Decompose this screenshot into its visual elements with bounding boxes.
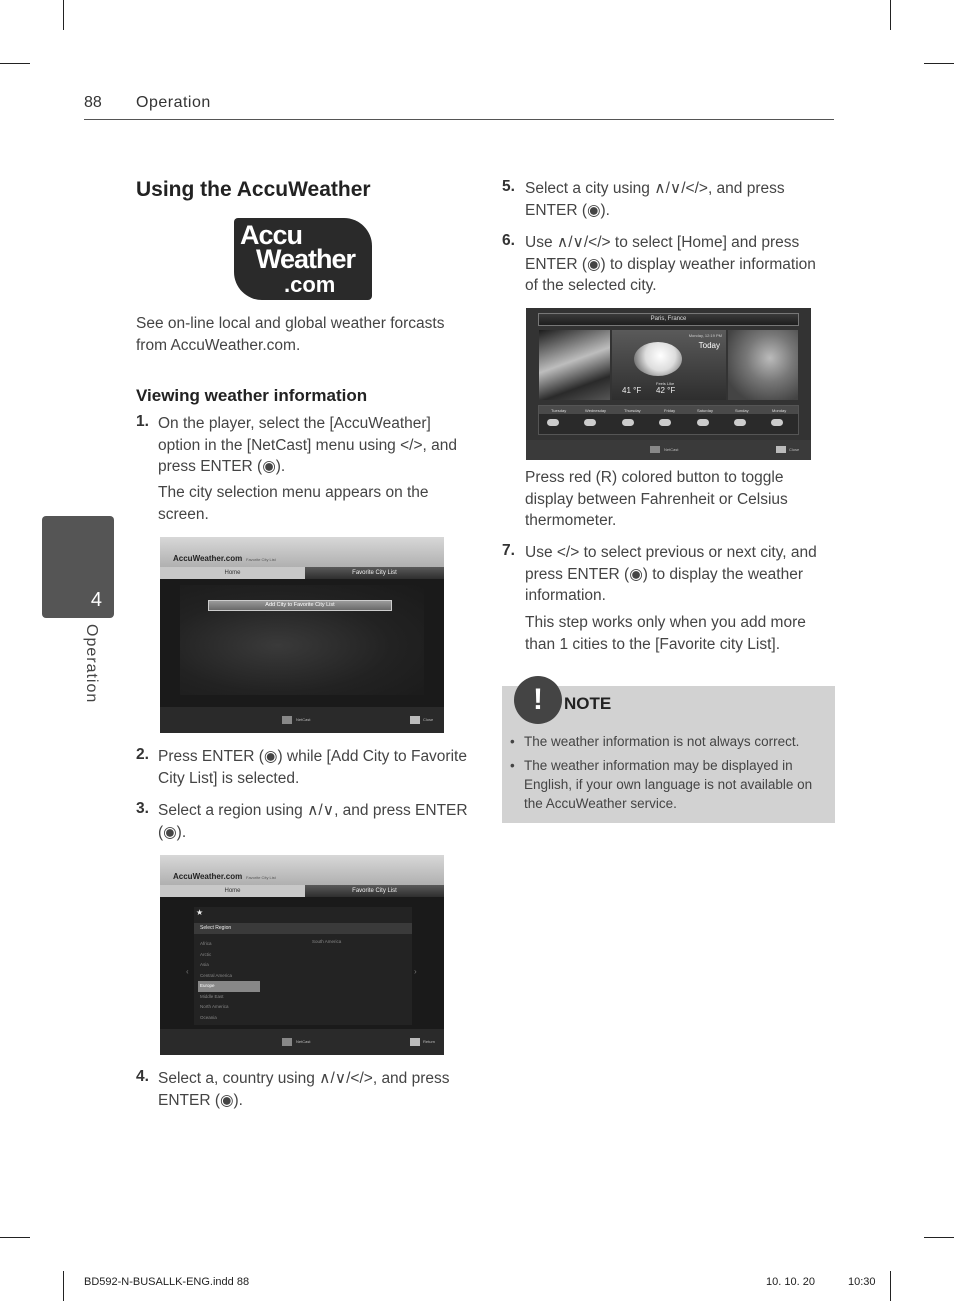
star-icon: ★ [196,908,204,917]
footer-filename: BD592-N-BUSALLK-ENG.indd 88 [84,1276,250,1288]
scroll-right-icon[interactable]: › [414,967,417,976]
footer-close: Close [423,717,434,722]
note-item-text: The weather information may be displayed in English, if your own language is not available on the AccuWeather service. [524,758,813,811]
note-item: • The weather information is not always correct. [510,734,800,749]
cloud-icon [771,419,783,426]
tab-favorite-city-list[interactable]: Favorite City List [305,567,444,579]
footer-time: 10:30 [848,1276,876,1288]
forecast-day: Tuesday [551,408,567,413]
accuweather-logo [234,218,372,300]
exit-icon [776,446,786,453]
step-number: 4. [136,1068,149,1085]
weather-today: Today [698,341,720,350]
step-text: Select a, country using ∧/∨/</>, and press ENTER (◉). [158,1070,450,1109]
city-title: Paris, France [650,316,687,322]
forecast-day: Thursday [624,408,641,413]
section-title: Operation [136,94,211,111]
screenshot-favorite-list [160,537,444,733]
step-text: Select a region using ∧/∨, and press ENTER (◉). [158,802,468,841]
screen-brand: AccuWeather.com [173,872,243,881]
note-item-text: The weather information is not always correct. [524,734,800,749]
step-number: 3. [136,800,149,817]
screen-brand: AccuWeather.com [173,554,243,563]
note-title: NOTE [564,694,612,713]
forecast-day: Friday [664,408,676,413]
region-item[interactable]: North America [200,1004,229,1009]
logo-text: Weather [256,244,356,274]
crop-mark [890,0,891,30]
return-icon [410,1038,420,1046]
forecast-day: Saturday [697,408,714,413]
logo-text: Accu [240,220,303,250]
region-item[interactable]: Asia [200,962,209,967]
step-text: Press ENTER (◉) while [Add City to Favorite City List] is selected. [158,748,467,787]
region-item[interactable]: South America [312,939,342,944]
note-list [510,732,828,818]
cloud-icon [659,419,671,426]
satellite-map [728,330,798,400]
region-item-selected[interactable]: Europe [198,981,260,992]
region-panel [194,907,412,1025]
footer-netcast: NetCast [664,447,679,452]
forecast-day: Sunday [735,408,749,413]
netcast-icon [282,716,292,724]
region-list [200,939,260,1023]
footer-netcast: NetCast [296,1039,311,1044]
step-number: 1. [136,413,149,430]
exclamation-icon: ! [514,676,562,724]
intro-text: See on-line local and global weather forcasts from AccuWeather.com. [136,315,445,354]
tab-home[interactable]: Home [160,885,305,897]
netcast-icon [282,1038,292,1046]
weather-center-panel [612,330,726,400]
subheading: Viewing weather information [136,386,368,405]
crop-mark [63,0,64,30]
netcast-icon [650,446,660,453]
region-item[interactable]: Arctic [200,951,212,957]
step-extra: This step works only when you add more than 1 cities to the [Favorite city List]. [525,614,806,653]
tab-favorite-city-list[interactable]: Favorite City List [305,885,444,897]
step-text: Use ∧/∨/</> to select [Home] and press ENTER (◉) to display weather information of the selected city. [525,234,816,294]
add-city-button[interactable]: Add City to Favorite City List [208,600,392,611]
step-text: Use </> to select previous or next city, and press ENTER (◉) to display the weather information. [525,544,817,604]
cloud-icon [697,419,709,426]
screenshot-weather [526,308,811,460]
note-item: • The weather information may be displayed in English, if your own language is not available on the AccuWeather service. [510,758,813,811]
cloud-icon [547,419,559,426]
page-header [84,94,834,120]
step-number: 6. [502,232,515,249]
screen-brand-sub: Favorite City List [246,875,276,880]
region-item[interactable]: Africa [200,941,212,946]
cloud-icon [584,419,596,426]
weather-photo-left [539,330,610,400]
crop-mark [0,1237,30,1238]
weather-footer [526,440,811,460]
forecast-day: Wednesday [585,408,607,413]
crop-mark [0,63,30,64]
page-title: Using the AccuWeather [136,178,371,201]
step-number: 5. [502,178,515,195]
region-item[interactable]: Oceania [200,1014,217,1020]
crop-mark [924,1237,954,1238]
footer-close: Close [789,447,800,452]
step-text: Select a city using ∧/∨/</>, and press ENTER (◉). [525,180,785,219]
select-region-label: Select Region [200,925,232,931]
page-number: 88 [84,94,102,111]
cloud-sun-icon [634,342,682,376]
step-number: 2. [136,746,149,763]
exit-icon [410,716,420,724]
region-header [194,923,412,934]
tab-home[interactable]: Home [160,567,305,579]
region-item[interactable]: Central America [200,972,233,978]
chapter-number: 4 [90,589,102,611]
crop-mark [924,63,954,64]
screenshot-select-region [160,855,444,1055]
logo-text: .com [284,272,336,297]
step-number: 7. [502,542,515,559]
city-title-bar [538,313,799,326]
scroll-left-icon[interactable]: ‹ [186,967,189,976]
step-extra: The city selection menu appears on the screen. [158,484,429,523]
screen-brand-sub: Favorite City List [246,557,276,562]
crop-mark [890,1271,891,1301]
crop-mark [63,1271,64,1301]
footer-netcast: NetCast [296,717,311,722]
feels-like-label: Feels Like [656,381,675,386]
chapter-label-text: Operation [83,624,100,704]
cloud-icon [734,419,746,426]
step-text: On the player, select the [AccuWeather] option in the [NetCast] menu using </>, and press ENTER (◉). [158,415,457,475]
cloud-icon [622,419,634,426]
note-box [502,683,835,823]
chapter-tab [42,516,114,618]
region-item[interactable]: Middle East [200,993,224,999]
chapter-label [80,624,106,714]
temperature-feels: 42 °F [656,386,676,395]
temperature-now: 41 °F [622,386,642,395]
forecast-strip [538,405,799,435]
step-extra: Press red (R) colored button to toggle display between Fahrenheit or Celsius thermometer. [525,469,788,529]
footer-date: 10. 10. 20 [766,1276,815,1288]
footer-return: Return [423,1039,436,1044]
forecast-day: Monday [772,408,787,413]
weather-date: Monday, 12:19 PM [688,333,722,338]
